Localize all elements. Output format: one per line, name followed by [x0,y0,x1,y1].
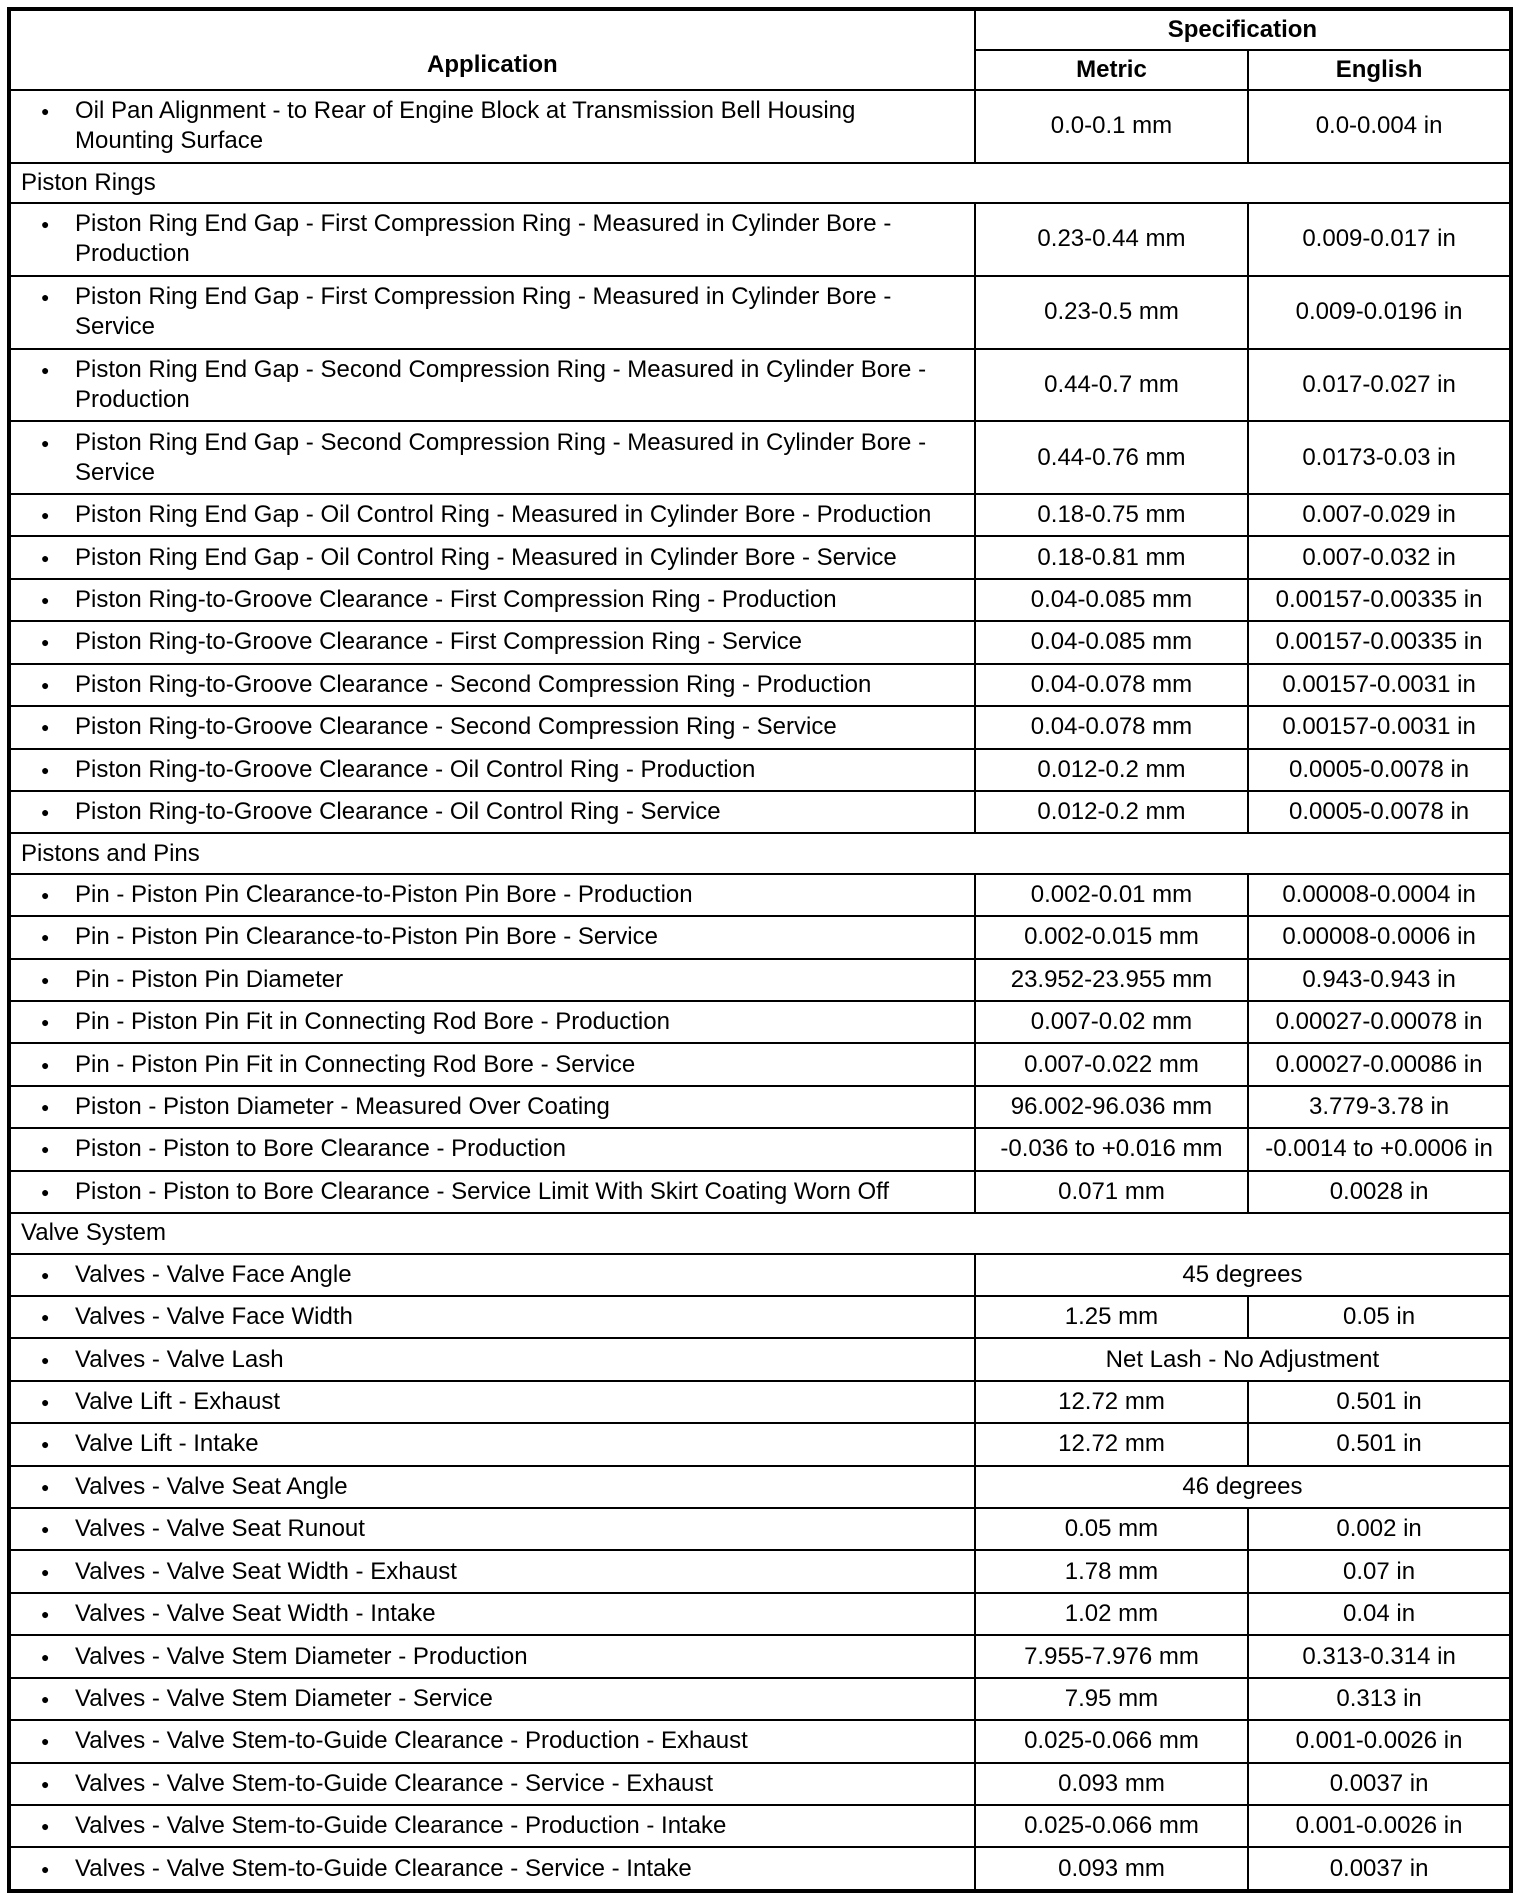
metric-value: 0.18-0.75 mm [975,494,1248,536]
application-label: Valves - Valve Face Angle [75,1260,352,1288]
english-value: 0.501 in [1248,1423,1511,1465]
application-cell [9,749,975,791]
application-label: Oil Pan Alignment - to Rear of Engine Block at Transmission Bell Housing Mounting Surface [75,97,856,155]
bullet-icon: ● [41,1690,50,1707]
spec-row [9,1171,1511,1213]
application-item [41,1134,944,1164]
bullet-icon: ● [41,1733,50,1750]
application-cell [9,494,975,536]
metric-value: 0.025-0.066 mm [975,1720,1248,1762]
bullet-icon: ● [41,761,50,778]
spec-row [9,1086,1511,1128]
english-value: 0.007-0.032 in [1248,536,1511,578]
bullet-icon: ● [41,549,50,566]
spec-row [9,1635,1511,1677]
english-value: 0.04 in [1248,1593,1511,1635]
header-row-specification [9,9,1511,50]
application-label: Piston Ring End Gap - Oil Control Ring - Measured in Cylinder Bore - Production [75,501,932,529]
application-cell [9,536,975,578]
spec-row [9,1508,1511,1550]
application-item [41,1050,944,1080]
column-header-english: English [1248,50,1511,90]
bullet-icon: ● [41,971,50,988]
application-cell [9,1423,975,1465]
application-cell [9,1847,975,1891]
application-label: Valves - Valve Seat Angle [75,1472,348,1500]
metric-value: 0.012-0.2 mm [975,791,1248,833]
column-header-specification: Specification [975,9,1511,50]
application-item [41,922,944,952]
table-header [9,9,1511,90]
bullet-icon: ● [41,1266,50,1283]
english-value: 0.07 in [1248,1550,1511,1592]
metric-value: -0.036 to +0.016 mm [975,1128,1248,1170]
bullet-icon: ● [41,1099,50,1116]
column-header-metric: Metric [975,50,1248,90]
english-value: 0.017-0.027 in [1248,349,1511,422]
application-label: Valves - Valve Stem-to-Guide Clearance - Service - Exhaust [75,1769,714,1797]
bullet-icon: ● [41,507,50,524]
spec-row [9,916,1511,958]
application-item [41,1260,944,1290]
bullet-icon: ● [41,361,50,378]
metric-value: 0.23-0.5 mm [975,276,1248,349]
application-label: Valves - Valve Stem Diameter - Service [75,1684,493,1712]
bullet-icon: ● [41,592,50,609]
metric-value: 0.093 mm [975,1763,1248,1805]
application-item [41,627,944,657]
spec-row [9,90,1511,163]
bullet-icon: ● [41,1563,50,1580]
application-item [41,670,944,700]
spec-row [9,1763,1511,1805]
bullet-icon: ● [41,634,50,651]
application-cell [9,1338,975,1380]
application-item [41,428,944,488]
application-cell [9,1128,975,1170]
english-value: 0.0173-0.03 in [1248,421,1511,494]
application-label: Pin - Piston Pin Fit in Connecting Rod Bore - Service [75,1050,636,1078]
metric-value: 0.18-0.81 mm [975,536,1248,578]
application-label: Piston Ring-to-Groove Clearance - Second Compression Ring - Service [75,713,837,741]
metric-value: 0.44-0.76 mm [975,421,1248,494]
application-cell [9,1593,975,1635]
bullet-icon: ● [41,1436,50,1453]
application-cell [9,1805,975,1847]
bullet-icon: ● [41,1309,50,1326]
application-label: Pin - Piston Pin Fit in Connecting Rod Bore - Production [75,1008,670,1036]
application-cell [9,1508,975,1550]
application-item [41,880,944,910]
section-header-row [9,1213,1511,1253]
application-item [41,1007,944,1037]
english-value: -0.0014 to +0.0006 in [1248,1128,1511,1170]
spec-row [9,1128,1511,1170]
spec-row [9,1593,1511,1635]
metric-value: 12.72 mm [975,1423,1248,1465]
section-header-row [9,833,1511,873]
application-cell [9,1635,975,1677]
bullet-icon: ● [41,434,50,451]
spec-row [9,749,1511,791]
application-cell [9,1763,975,1805]
english-value: 0.00157-0.00335 in [1248,579,1511,621]
section-title: Valve System [9,1213,1511,1253]
metric-value: 1.78 mm [975,1550,1248,1592]
application-label: Piston - Piston to Bore Clearance - Production [75,1135,566,1163]
metric-value: 0.0-0.1 mm [975,90,1248,163]
engine-specifications-table [7,7,1513,1893]
application-item [41,96,944,156]
application-cell [9,916,975,958]
metric-value: 96.002-96.036 mm [975,1086,1248,1128]
english-value: 0.943-0.943 in [1248,959,1511,1001]
application-cell [9,874,975,916]
metric-value: 7.95 mm [975,1678,1248,1720]
spec-row [9,959,1511,1001]
metric-value: 12.72 mm [975,1381,1248,1423]
spec-row [9,1847,1511,1891]
application-cell [9,1381,975,1423]
spec-row [9,1466,1511,1508]
bullet-icon: ● [41,1183,50,1200]
english-value: 0.009-0.0196 in [1248,276,1511,349]
application-cell [9,621,975,663]
application-label: Valves - Valve Lash [75,1345,284,1373]
application-item [41,1387,944,1417]
bullet-icon: ● [41,1648,50,1665]
application-cell [9,959,975,1001]
spec-row [9,1043,1511,1085]
application-label: Piston Ring End Gap - First Compression Ring - Measured in Cylinder Bore - Production [75,210,892,268]
spec-row [9,1550,1511,1592]
application-item [41,543,944,573]
application-item [41,1726,944,1756]
application-cell [9,1171,975,1213]
application-cell [9,791,975,833]
application-label: Piston - Piston Diameter - Measured Over Coating [75,1093,610,1121]
bullet-icon: ● [41,1860,50,1877]
metric-value: 0.002-0.01 mm [975,874,1248,916]
english-value: 0.00157-0.00335 in [1248,621,1511,663]
combined-spec-value: 46 degrees [975,1466,1511,1508]
application-item [41,755,944,785]
bullet-icon: ● [41,1775,50,1792]
english-value: 0.0005-0.0078 in [1248,749,1511,791]
spec-row [9,621,1511,663]
application-label: Piston Ring-to-Groove Clearance - Oil Control Ring - Service [75,798,721,826]
english-value: 0.313 in [1248,1678,1511,1720]
section-title: Piston Rings [9,163,1511,203]
metric-value: 0.071 mm [975,1171,1248,1213]
english-value: 0.0037 in [1248,1763,1511,1805]
combined-spec-value: 45 degrees [975,1254,1511,1296]
spec-row [9,791,1511,833]
application-item [41,1811,944,1841]
english-value: 0.313-0.314 in [1248,1635,1511,1677]
application-label: Valve Lift - Intake [75,1430,259,1458]
bullet-icon: ● [41,289,50,306]
english-value: 0.501 in [1248,1381,1511,1423]
spec-row [9,706,1511,748]
application-item [41,355,944,415]
metric-value: 0.04-0.085 mm [975,579,1248,621]
bullet-icon: ● [41,929,50,946]
application-label: Piston - Piston to Bore Clearance - Service Limit With Skirt Coating Worn Off [75,1177,890,1205]
bullet-icon: ● [41,1606,50,1623]
application-cell [9,1678,975,1720]
metric-value: 0.093 mm [975,1847,1248,1891]
spec-row [9,1805,1511,1847]
application-item [41,500,944,530]
application-item [41,282,944,342]
english-value: 0.00157-0.0031 in [1248,706,1511,748]
combined-spec-value: Net Lash - No Adjustment [975,1338,1511,1380]
application-label: Piston Ring-to-Groove Clearance - Oil Control Ring - Production [75,755,756,783]
bullet-icon: ● [41,103,50,120]
english-value: 0.007-0.029 in [1248,494,1511,536]
metric-value: 0.04-0.078 mm [975,706,1248,748]
english-value: 0.00027-0.00078 in [1248,1001,1511,1043]
spec-row [9,276,1511,349]
application-item [41,1302,944,1332]
english-value: 0.0-0.004 in [1248,90,1511,163]
application-label: Valves - Valve Stem Diameter - Production [75,1642,528,1670]
bullet-icon: ● [41,1521,50,1538]
application-label: Valves - Valve Stem-to-Guide Clearance - Service - Intake [75,1854,692,1882]
bullet-icon: ● [41,719,50,736]
application-item [41,1092,944,1122]
application-cell [9,1466,975,1508]
bullet-icon: ● [41,1818,50,1835]
english-value: 0.001-0.0026 in [1248,1805,1511,1847]
application-item [41,965,944,995]
english-value: 0.009-0.017 in [1248,203,1511,276]
bullet-icon: ● [41,1141,50,1158]
application-cell [9,1086,975,1128]
application-item [41,585,944,615]
application-label: Pin - Piston Pin Diameter [75,965,344,993]
spec-row [9,874,1511,916]
application-label: Valves - Valve Stem-to-Guide Clearance - Production - Intake [75,1812,727,1840]
bullet-icon: ● [41,1351,50,1368]
application-label: Piston Ring-to-Groove Clearance - Second Compression Ring - Production [75,670,872,698]
spec-row [9,579,1511,621]
spec-row [9,536,1511,578]
application-item [41,797,944,827]
table-body [9,90,1511,1891]
application-item [41,1472,944,1502]
application-item [41,1642,944,1672]
application-cell [9,276,975,349]
metric-value: 1.02 mm [975,1593,1248,1635]
bullet-icon: ● [41,804,50,821]
metric-value: 0.04-0.085 mm [975,621,1248,663]
spec-row [9,1381,1511,1423]
bullet-icon: ● [41,1393,50,1410]
metric-value: 0.012-0.2 mm [975,749,1248,791]
application-item [41,1177,944,1207]
spec-row [9,494,1511,536]
metric-value: 0.007-0.022 mm [975,1043,1248,1085]
bullet-icon: ● [41,676,50,693]
application-item [41,1684,944,1714]
application-label: Pin - Piston Pin Clearance-to-Piston Pin Bore - Service [75,923,658,951]
metric-value: 0.007-0.02 mm [975,1001,1248,1043]
application-cell [9,349,975,422]
english-value: 0.00008-0.0006 in [1248,916,1511,958]
english-value: 0.00008-0.0004 in [1248,874,1511,916]
spec-row [9,1678,1511,1720]
application-label: Valves - Valve Seat Width - Intake [75,1600,436,1628]
spec-row [9,1254,1511,1296]
application-label: Piston Ring End Gap - First Compression Ring - Measured in Cylinder Bore - Service [75,283,892,341]
spec-row [9,1720,1511,1762]
application-cell [9,1296,975,1338]
application-label: Valve Lift - Exhaust [75,1387,280,1415]
english-value: 0.00027-0.00086 in [1248,1043,1511,1085]
spec-row [9,203,1511,276]
application-label: Piston Ring-to-Groove Clearance - First Compression Ring - Service [75,628,802,656]
metric-value: 0.05 mm [975,1508,1248,1550]
english-value: 0.00157-0.0031 in [1248,664,1511,706]
application-label: Valves - Valve Face Width [75,1303,353,1331]
application-label: Piston Ring-to-Groove Clearance - First Compression Ring - Production [75,586,837,614]
english-value: 0.05 in [1248,1296,1511,1338]
application-item [41,712,944,742]
english-value: 0.002 in [1248,1508,1511,1550]
application-item [41,1514,944,1544]
section-title: Pistons and Pins [9,833,1511,873]
application-item [41,1429,944,1459]
application-cell [9,1001,975,1043]
bullet-icon: ● [41,1056,50,1073]
application-label: Valves - Valve Seat Runout [75,1515,365,1543]
application-item [41,1345,944,1375]
metric-value: 0.002-0.015 mm [975,916,1248,958]
application-item [41,1599,944,1629]
english-value: 0.0028 in [1248,1171,1511,1213]
application-item [41,209,944,269]
application-cell [9,203,975,276]
metric-value: 0.44-0.7 mm [975,349,1248,422]
application-cell [9,1254,975,1296]
metric-value: 7.955-7.976 mm [975,1635,1248,1677]
spec-row [9,1338,1511,1380]
application-cell [9,421,975,494]
english-value: 0.0005-0.0078 in [1248,791,1511,833]
english-value: 0.0037 in [1248,1847,1511,1891]
english-value: 0.001-0.0026 in [1248,1720,1511,1762]
application-item [41,1769,944,1799]
section-header-row [9,163,1511,203]
column-header-application: Application [9,9,975,90]
metric-value: 1.25 mm [975,1296,1248,1338]
bullet-icon: ● [41,1014,50,1031]
application-label: Valves - Valve Stem-to-Guide Clearance - Production - Exhaust [75,1727,748,1755]
application-cell [9,1550,975,1592]
spec-row [9,1296,1511,1338]
spec-row [9,664,1511,706]
bullet-icon: ● [41,886,50,903]
application-label: Pin - Piston Pin Clearance-to-Piston Pin Bore - Production [75,880,693,908]
application-cell [9,90,975,163]
metric-value: 0.025-0.066 mm [975,1805,1248,1847]
spec-row [9,421,1511,494]
application-cell [9,1043,975,1085]
application-label: Piston Ring End Gap - Oil Control Ring - Measured in Cylinder Bore - Service [75,543,897,571]
english-value: 3.779-3.78 in [1248,1086,1511,1128]
metric-value: 23.952-23.955 mm [975,959,1248,1001]
metric-value: 0.23-0.44 mm [975,203,1248,276]
application-cell [9,1720,975,1762]
application-item [41,1854,944,1884]
application-label: Valves - Valve Seat Width - Exhaust [75,1557,457,1585]
metric-value: 0.04-0.078 mm [975,664,1248,706]
spec-row [9,349,1511,422]
application-label: Piston Ring End Gap - Second Compression Ring - Measured in Cylinder Bore - Production [75,355,927,413]
application-cell [9,664,975,706]
application-cell [9,706,975,748]
spec-row [9,1001,1511,1043]
bullet-icon: ● [41,1478,50,1495]
application-label: Piston Ring End Gap - Second Compression Ring - Measured in Cylinder Bore - Service [75,428,927,486]
application-item [41,1557,944,1587]
spec-row [9,1423,1511,1465]
application-cell [9,579,975,621]
bullet-icon: ● [41,216,50,233]
